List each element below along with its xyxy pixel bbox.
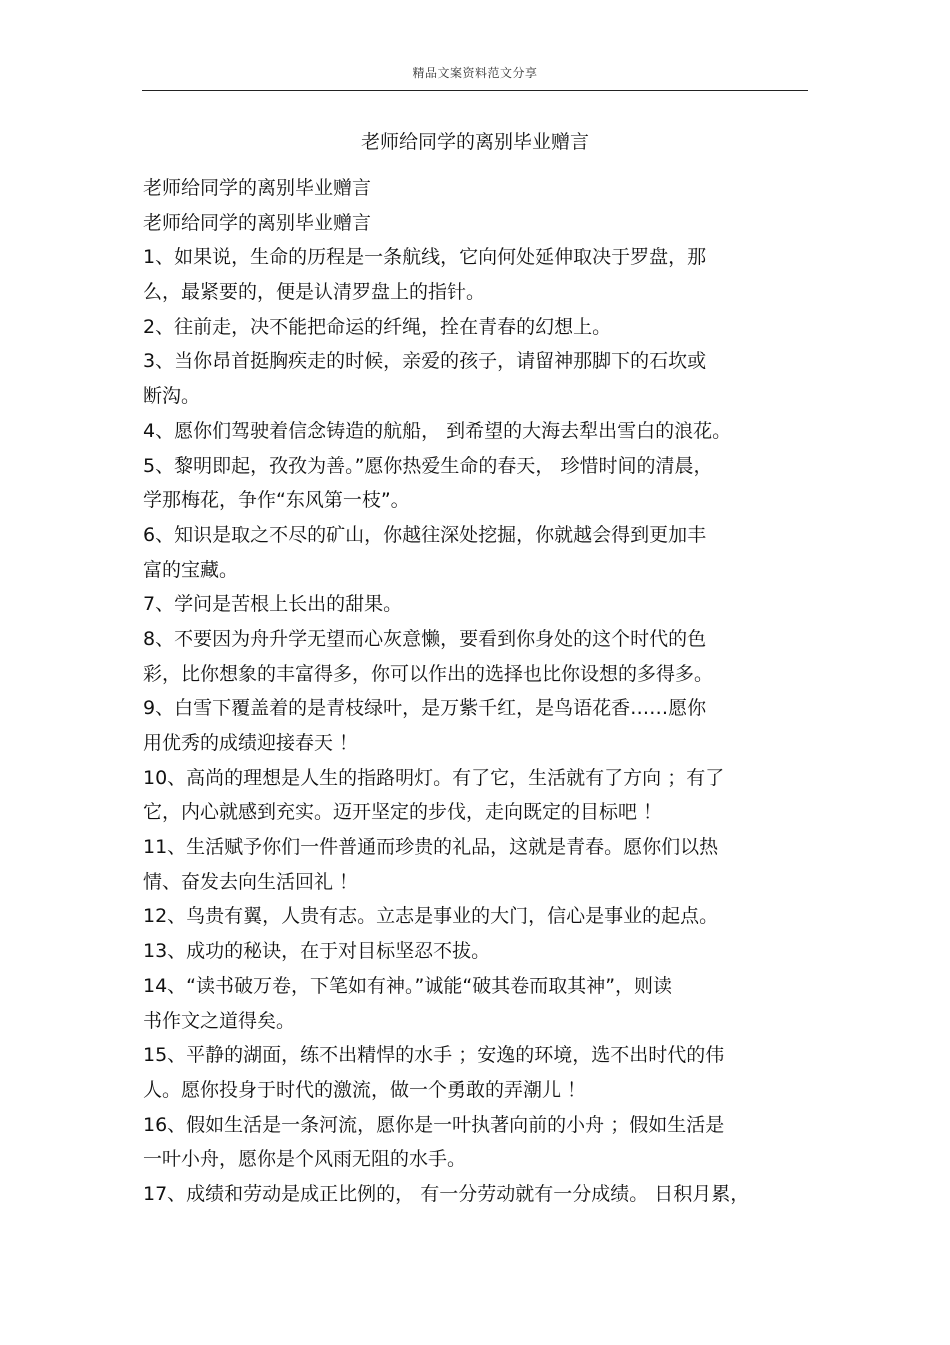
body-line: 4、愿你们驾驶着信念铸造的航船， 到希望的大海去犁出雪白的浪花。 <box>143 419 732 442</box>
body-line: 书作文之道得矣。 <box>143 1009 296 1032</box>
body-line: 它，内心就感到充实。迈开坚定的步伐，走向既定的目标吧 ！ <box>143 801 663 824</box>
body-line: 9、白雪下覆盖着的是青枝绿叶，是万紫千红，是鸟语花香……愿你 <box>143 697 707 720</box>
body-line: 么，最紧要的，便是认清罗盘上的指针。 <box>143 281 486 304</box>
document-body <box>143 171 809 1212</box>
body-line: 情、奋发去向生活回礼 ！ <box>143 870 359 893</box>
body-line: 8、不要因为舟升学无望而心灰意懒，要看到你身处的这个时代的色 <box>143 627 707 650</box>
body-line: 学那梅花，争作“东风第一枝”。 <box>143 489 410 512</box>
header-divider <box>142 90 808 91</box>
body-line: 15、平静的湖面，练不出精悍的水手 ；安逸的环境，选不出时代的伟 <box>143 1044 725 1067</box>
body-line: 10、高尚的理想是人生的指路明灯。有了它，生活就有了方向 ；有了 <box>143 766 725 789</box>
body-line: 断沟。 <box>143 385 201 408</box>
body-line: 一叶小舟，愿你是个风雨无阻的水手。 <box>143 1148 467 1171</box>
body-line: 人。愿你投身于时代的激流，做一个勇敢的弄潮儿 ！ <box>143 1078 587 1101</box>
body-line: 3、当你昂首挺胸疾走的时候，亲爱的孩子，请留神那脚下的石坎或 <box>143 350 707 373</box>
body-line: 老师给同学的离别毕业赠言 <box>143 211 372 234</box>
document-title: 老师给同学的离别毕业赠言 <box>360 131 589 153</box>
body-line: 16、假如生活是一条河流，愿你是一叶执著向前的小舟 ；假如生活是 <box>143 1113 725 1136</box>
body-line: 17、成绩和劳动是成正比例的， 有一分劳动就有一分成绩。 日积月累， <box>143 1182 750 1205</box>
body-line: 彩，比你想象的丰富得多，你可以作出的选择也比你设想的多得多。 <box>143 662 714 685</box>
body-line: 1、如果说，生命的历程是一条航线，它向何处延伸取决于罗盘，那 <box>143 246 707 269</box>
body-line: 13、成功的秘诀，在于对目标坚忍不拔。 <box>143 940 491 963</box>
body-line: 7、学问是苦根上长出的甜果。 <box>143 593 403 616</box>
body-line: 富的宝藏。 <box>143 558 239 581</box>
body-line: 老师给同学的离别毕业赠言 <box>143 177 372 199</box>
body-line: 5、黎明即起，孜孜为善。”愿你热爱生命的春天， 珍惜时间的清晨， <box>143 454 713 477</box>
body-line: 6、知识是取之不尽的矿山，你越往深处挖掘，你就越会得到更加丰 <box>143 523 707 546</box>
body-line: 12、鸟贵有翼，人贵有志。立志是事业的大门，信心是事业的起点。 <box>143 905 719 928</box>
body-line: 14、“读书破万卷，下笔如有神。”诚能“破其卷而取其神”，则读 <box>143 974 673 997</box>
body-line: 用优秀的成绩迎接春天 ！ <box>143 732 359 754</box>
body-line: 2、往前走，决不能把命运的纤绳，拴在青春的幻想上。 <box>143 315 612 338</box>
page-header: 精品文案资料范文分享 <box>412 66 538 80</box>
body-line: 11、生活赋予你们一件普通而珍贵的礼品，这就是青春。愿你们以热 <box>143 836 719 859</box>
